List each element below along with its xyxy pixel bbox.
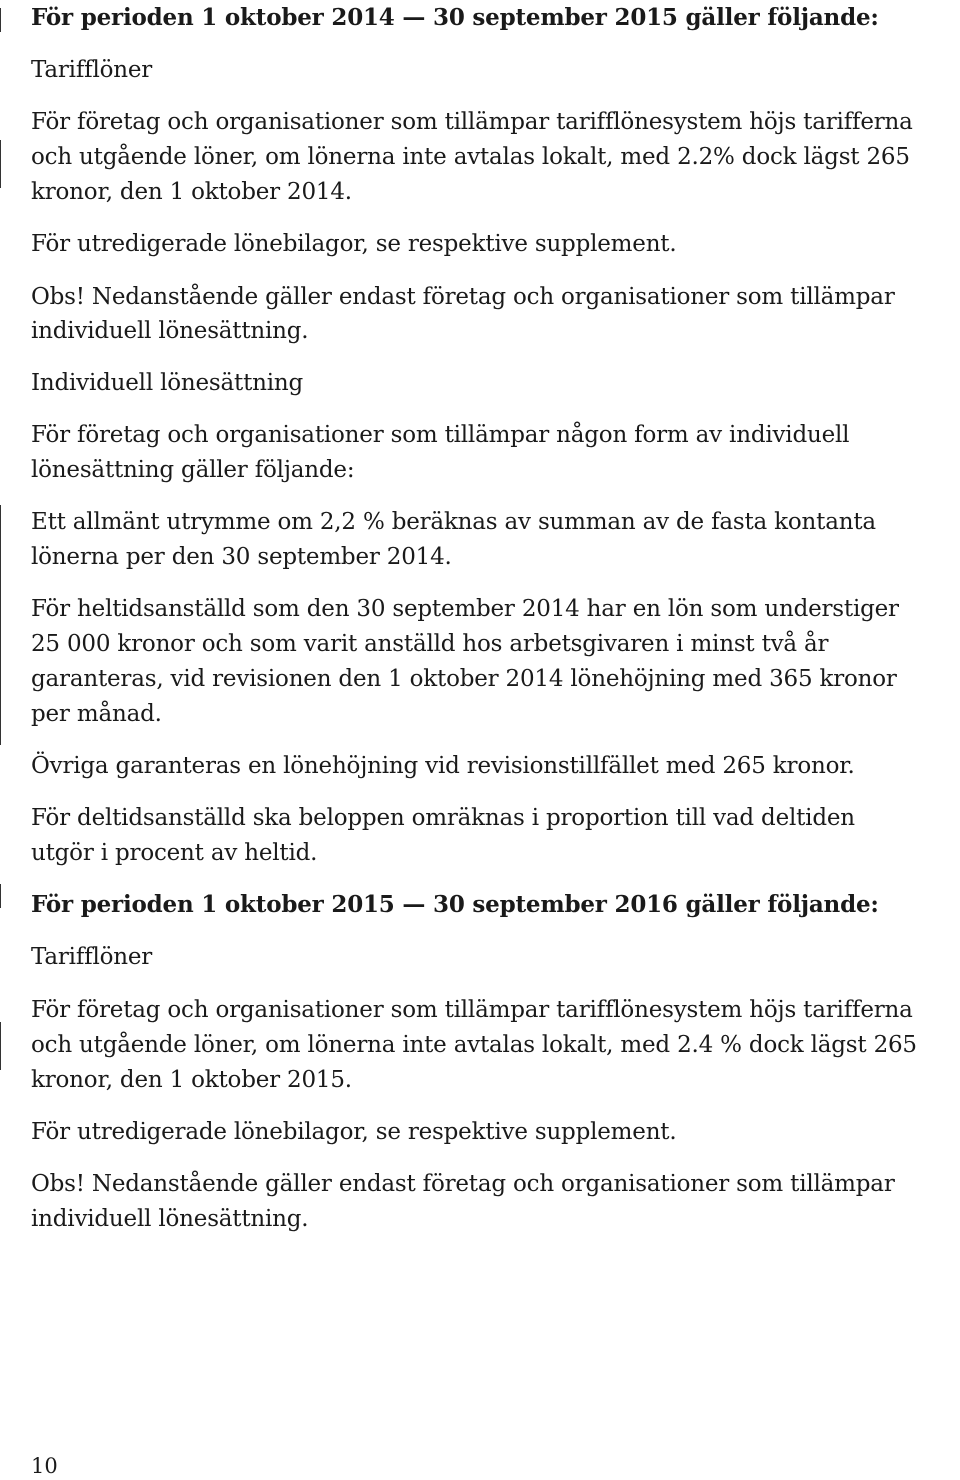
others-guarantee: Övriga garanteras en lönehöjning vid revisionstillfället med 265 kronor. [31, 753, 855, 779]
section-2014-tariff-line: och utgående löner, om lönerna inte avtalas lokalt, med 2.2% dock lägst 265 [31, 144, 910, 170]
section-2014-tariff-line: För företag och organisationer som tillämpar tarifflönesystem höjs tarifferna [31, 109, 913, 135]
change-bar [0, 505, 1, 745]
change-bar [0, 1022, 1, 1070]
individual-intro-line: För företag och organisationer som tillämpar någon form av individuell [31, 422, 850, 448]
change-bar [0, 8, 1, 32]
section-2015-heading: För perioden 1 oktober 2015 — 30 september 2016 gäller följande: [31, 891, 879, 918]
change-bar [0, 140, 1, 188]
fulltime-guarantee-line: per månad. [31, 701, 162, 727]
individual-title: Individuell lönesättning [31, 370, 304, 396]
section-2015-tariff-line: och utgående löner, om lönerna inte avtalas lokalt, med 2.4 % dock lägst 265 [31, 1032, 917, 1058]
section-2015-obs-line: Obs! Nedanstående gäller endast företag och organisationer som tillämpar [31, 1171, 895, 1197]
page-number: 10 [31, 1454, 58, 1478]
section-2015-obs-line: individuell lönesättning. [31, 1206, 309, 1232]
section-2015-tariff-line: kronor, den 1 oktober 2015. [31, 1067, 352, 1093]
fulltime-guarantee-line: 25 000 kronor och som varit anställd hos arbetsgivaren i minst två år [31, 631, 829, 657]
section-2015-tariff-line: För företag och organisationer som tillämpar tarifflönesystem höjs tarifferna [31, 997, 913, 1023]
section-2014-obs-line: individuell lönesättning. [31, 318, 309, 344]
section-2015-tariff-title: Tarifflöner [31, 944, 153, 970]
general-space-line: lönerna per den 30 september 2014. [31, 544, 452, 570]
parttime-line: utgör i procent av heltid. [31, 840, 318, 866]
general-space-line: Ett allmänt utrymme om 2,2 % beräknas av summan av de fasta kontanta [31, 509, 876, 535]
fulltime-guarantee-line: garanteras, vid revisionen den 1 oktober 2014 lönehöjning med 365 kronor [31, 666, 897, 692]
fulltime-guarantee-line: För heltidsanställd som den 30 september 2014 har en lön som understiger [31, 596, 899, 622]
section-2014-tariff-line: kronor, den 1 oktober 2014. [31, 179, 352, 205]
section-2015-supplement-note: För utredigerade lönebilagor, se respektive supplement. [31, 1119, 677, 1145]
individual-intro-line: lönesättning gäller följande: [31, 457, 355, 483]
section-2014-heading: För perioden 1 oktober 2014 — 30 september 2015 gäller följande: [31, 4, 879, 31]
section-2014-tariff-title: Tarifflöner [31, 57, 153, 83]
parttime-line: För deltidsanställd ska beloppen omräknas i proportion till vad deltiden [31, 805, 855, 831]
section-2014-supplement-note: För utredigerade lönebilagor, se respektive supplement. [31, 231, 677, 257]
section-2014-obs-line: Obs! Nedanstående gäller endast företag och organisationer som tillämpar [31, 284, 895, 310]
change-bar [0, 884, 1, 908]
